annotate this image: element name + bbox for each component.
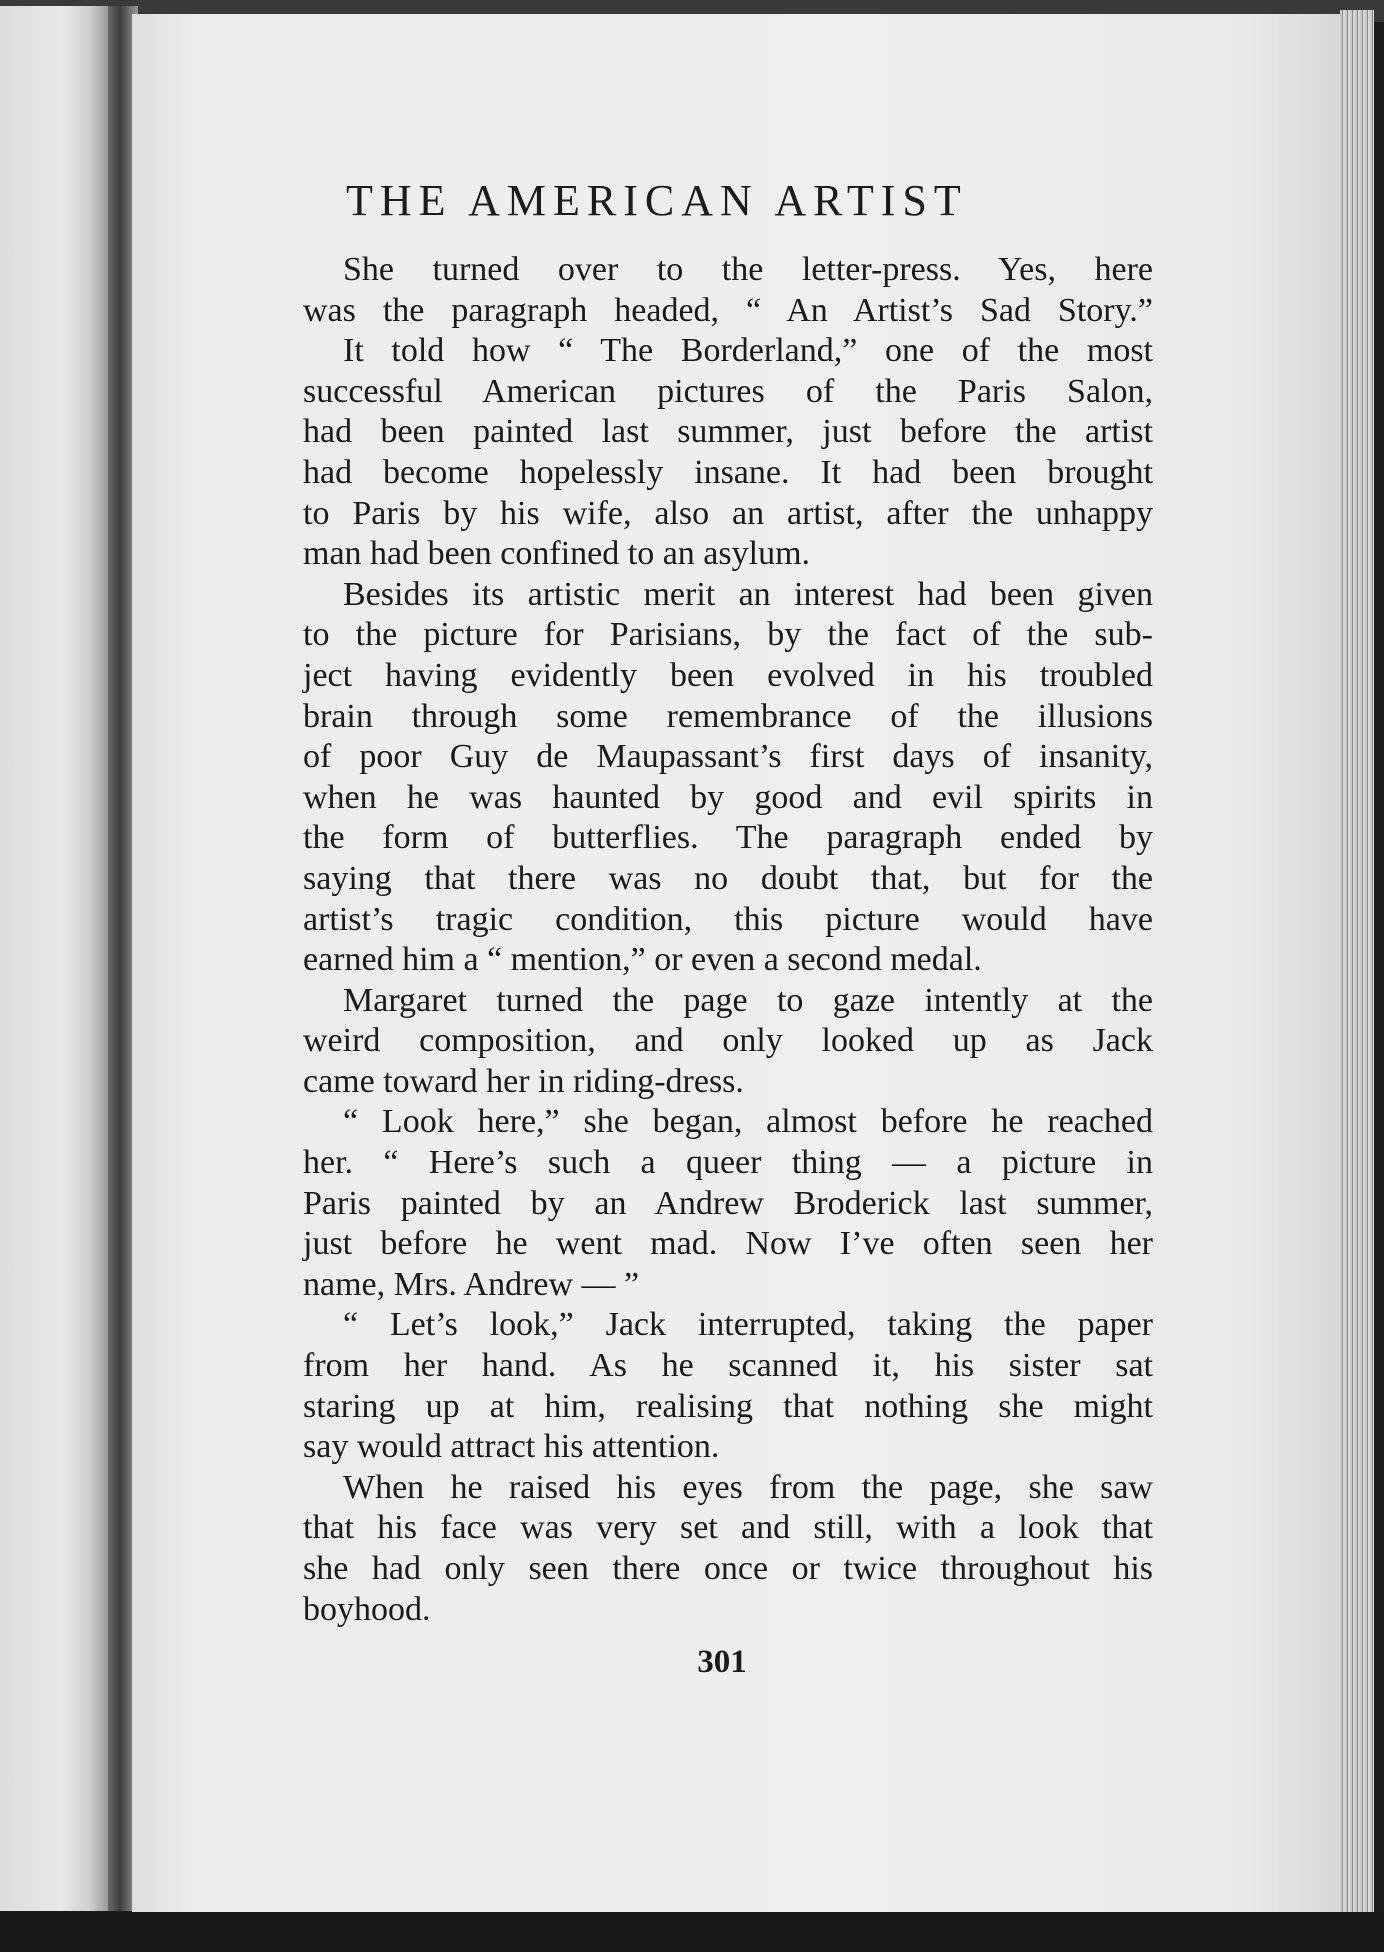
text-line: she had only seen there once or twice throughout his xyxy=(303,1550,1153,1587)
text-line: just before he went mad. Now I’ve often seen her xyxy=(303,1225,1153,1263)
text-line: had been painted last summer, just before the artist xyxy=(303,413,1153,451)
running-head: THE AMERICAN ARTIST xyxy=(346,176,968,225)
body-text xyxy=(303,250,1153,1630)
text-line: brain through some remembrance of the illusions xyxy=(303,697,1153,735)
text-line: name, Mrs. Andrew — ” xyxy=(303,1265,640,1303)
text-line: It told how “ The Borderland,” one of the most xyxy=(343,332,1153,370)
text-line: artist’s tragic condition, this picture would have xyxy=(303,900,1153,938)
text-line: say would attract his attention. xyxy=(303,1428,720,1466)
stacked-page-edges xyxy=(1340,10,1374,1920)
text-line: to Paris by his wife, also an artist, after the unhappy xyxy=(303,494,1153,532)
text-line: earned him a “ mention,” or even a second medal. xyxy=(303,941,982,979)
text-line: ject having evidently been evolved in his troubled xyxy=(303,656,1153,694)
text-line: to the picture for Parisians, by the fact of the sub- xyxy=(303,616,1153,654)
text-line: man had been confined to an asylum. xyxy=(303,535,811,573)
text-line: saying that there was no doubt that, but for the xyxy=(303,859,1153,897)
text-line: when he was haunted by good and evil spirits in xyxy=(303,778,1153,816)
text-line: came toward her in riding-dress. xyxy=(303,1062,744,1100)
text-line: She turned over to the letter-press. Yes, here xyxy=(343,251,1153,288)
text-line: of poor Guy de Maupassant’s first days of insanity, xyxy=(303,738,1153,776)
text-line: successful American pictures of the Paris Salon, xyxy=(303,372,1153,410)
page-number: 301 xyxy=(697,1644,747,1680)
text-line: Paris painted by an Andrew Broderick last summer, xyxy=(303,1184,1153,1222)
text-line: staring up at him, realising that nothing she might xyxy=(303,1387,1153,1425)
text-line: was the paragraph headed, “ An Artist’s Sad Story.” xyxy=(303,291,1153,329)
scan-bottom-edge xyxy=(0,1912,1384,1952)
text-line: When he raised his eyes from the page, she saw xyxy=(343,1468,1153,1506)
text-line: had become hopelessly insane. It had been brought xyxy=(303,453,1153,491)
text-line: “ Let’s look,” Jack interrupted, taking the paper xyxy=(343,1306,1153,1344)
text-line: her. “ Here’s such a queer thing — a picture in xyxy=(303,1144,1153,1182)
text-line: Margaret turned the page to gaze intently at the xyxy=(343,981,1153,1019)
text-line: boyhood. xyxy=(303,1590,431,1628)
text-line: the form of butterflies. The paragraph ended by xyxy=(303,819,1153,857)
text-line: from her hand. As he scanned it, his sister sat xyxy=(303,1347,1153,1385)
text-line: “ Look here,” she began, almost before he reached xyxy=(343,1103,1153,1141)
facing-page-edge xyxy=(0,6,112,1911)
text-line: that his face was very set and still, with a look that xyxy=(303,1509,1153,1547)
text-line: weird composition, and only looked up as Jack xyxy=(303,1022,1153,1060)
text-line: Besides its artistic merit an interest had been given xyxy=(343,575,1153,613)
